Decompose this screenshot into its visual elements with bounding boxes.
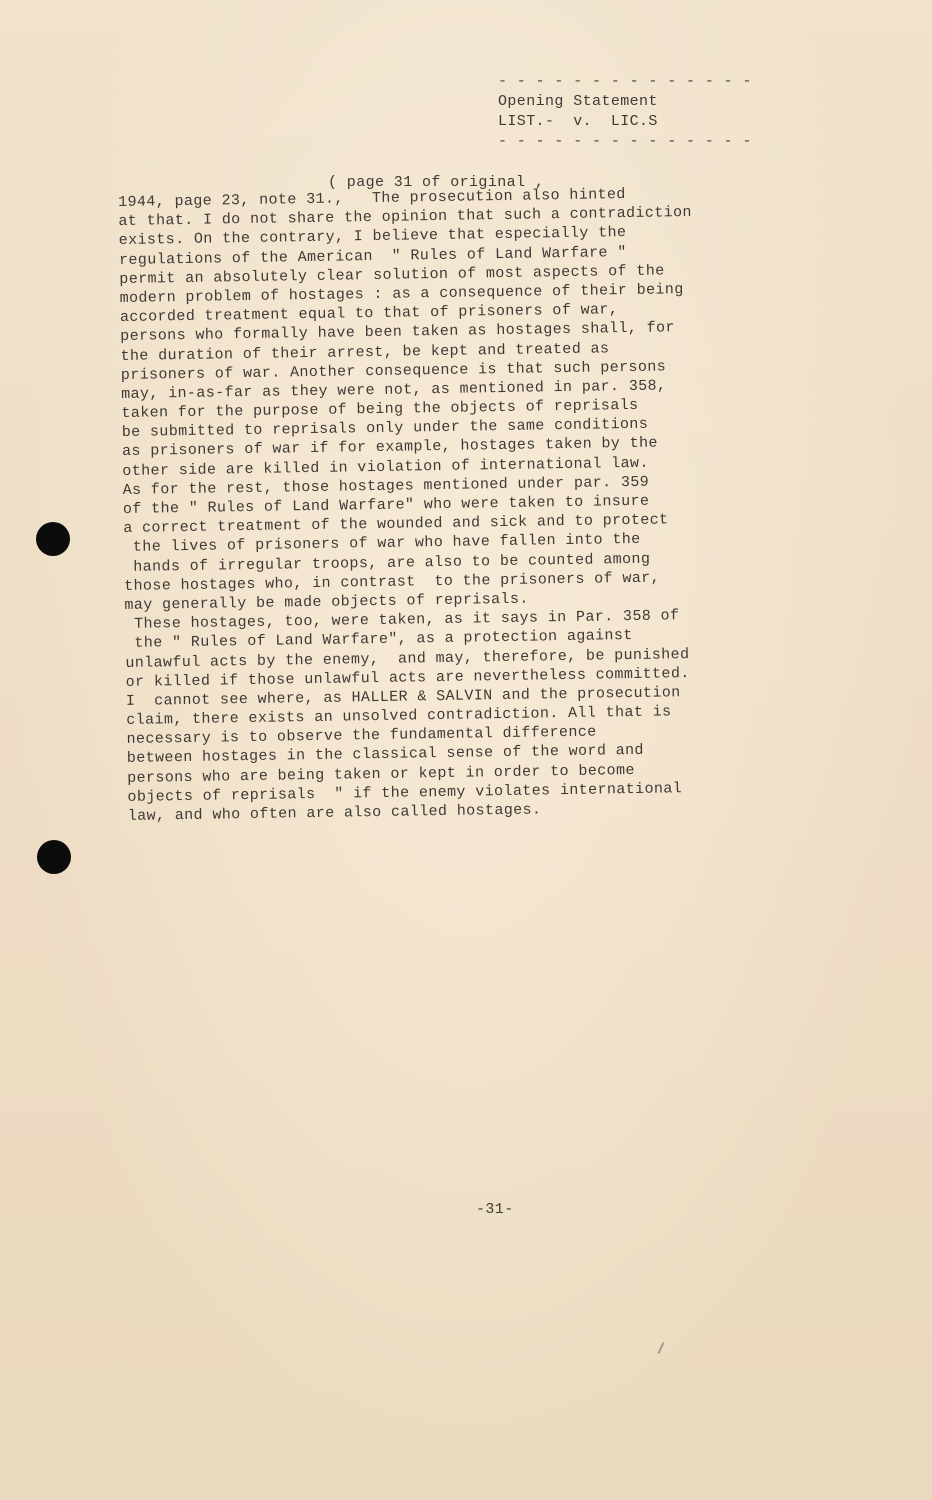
punch-hole (37, 840, 71, 874)
body-line: the lives of prisoners of war who have fallen into the (123, 531, 641, 557)
page-reference: ( page 31 of original , (328, 174, 545, 191)
body-line: a correct treatment of the wounded and sick and to protect (123, 511, 669, 538)
body-line: exists. On the contrary, I believe that especially the (118, 224, 627, 250)
body-line: necessary is to observe the fundamental difference (126, 723, 597, 749)
body-line: as prisoners of war if for example, hostages taken by the (121, 434, 659, 461)
body-line: of the " Rules of Land Warfare" who were taken to insure (122, 492, 650, 518)
body-line: accorded treatment equal to that of prisoners of war, (119, 301, 619, 327)
page-number: -31- (476, 1201, 514, 1218)
body-line: those hostages who, in contrast to the prisoners of war, (124, 569, 661, 595)
body-line: or killed if those unlawful acts are nevertheless committed. (125, 664, 690, 691)
body-line: persons who formally have been taken as hostages shall, for (120, 319, 676, 346)
body-line: regulations of the American " Rules of Land Warfare " (118, 243, 627, 269)
body-line: hands of irregular troops, are also to be counted among (123, 550, 651, 576)
body-line: 1944, page 23, note 31., The prosecution also hinted (118, 186, 626, 211)
body-line: may generally be made objects of reprisals. (124, 590, 529, 614)
body-line: These hostages, too, were taken, as it says in Par. 358 of (124, 607, 680, 634)
body-line: claim, there exists an unsolved contradiction. All that is (126, 703, 672, 729)
body-line: other side are killed in violation of international law. (122, 454, 649, 480)
body-line: persons who are being taken or kept in order to become (127, 761, 635, 787)
body-line: modern problem of hostages : as a consequence of their being (119, 281, 684, 307)
header-case: LIST.- v. LIC.S (498, 113, 658, 130)
document-header (498, 72, 798, 152)
punch-hole (36, 522, 70, 556)
body-line: at that. I do not share the opinion that such a contradiction (118, 204, 693, 231)
body-line: taken for the purpose of being the objects of reprisals (121, 396, 639, 423)
body-line: unlawful acts by the enemy, and may, therefore, be punished (125, 645, 690, 672)
header-title: Opening Statement (498, 93, 658, 110)
body-line: prisoners of war. Another consequence is that such persons (120, 358, 667, 384)
body-text (118, 182, 848, 826)
header-rule-top: - - - - - - - - - - - - - - (498, 73, 752, 90)
body-line: be submitted to reprisals only under the same conditions (121, 415, 649, 442)
body-line: may, in-as-far as they were not, as mentioned in par. 358, (121, 377, 667, 403)
body-line: the " Rules of Land Warfare", as a protection against (124, 627, 633, 653)
header-rule-bottom: - - - - - - - - - - - - - - (498, 133, 752, 150)
body-line: between hostages in the classical sense of the word and (126, 742, 645, 768)
body-line: the duration of their arrest, be kept and treated as (120, 339, 610, 365)
body-line: permit an absolutely clear solution of most aspects of the (119, 262, 665, 288)
body-line: objects of reprisals " if the enemy violates international (127, 780, 683, 806)
body-line: As for the rest, those hostages mentioned under par. 359 (122, 473, 650, 499)
body-line: law, and who often are also called hostages. (127, 801, 542, 825)
stray-pen-mark (658, 1342, 665, 1354)
body-line: I cannot see where, as HALLER & SALVIN and the prosecution (125, 684, 681, 710)
